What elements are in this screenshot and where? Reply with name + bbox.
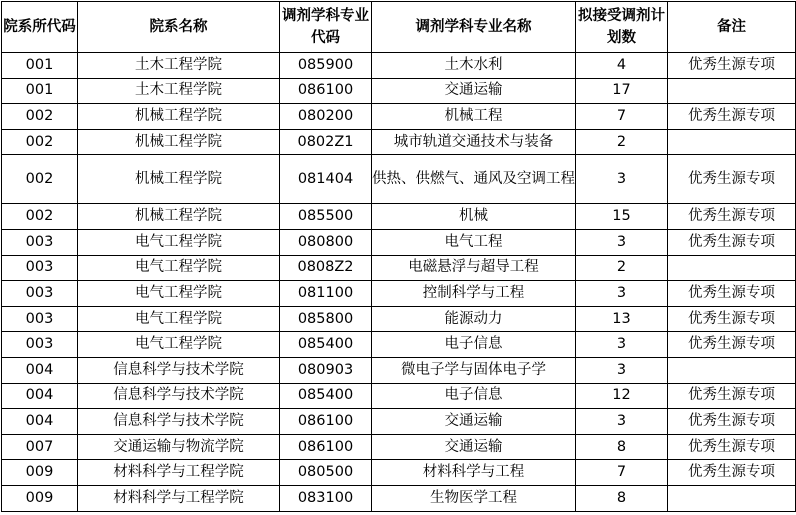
major-name-cell: 机械 bbox=[372, 204, 576, 230]
dept-code-cell: 002 bbox=[2, 204, 78, 230]
dept-code-cell: 001 bbox=[2, 78, 78, 104]
plan-count-cell: 8 bbox=[576, 434, 668, 460]
dept-code-cell: 007 bbox=[2, 434, 78, 460]
dept-name-cell: 电气工程学院 bbox=[78, 306, 280, 332]
table-row bbox=[2, 155, 796, 204]
major-name-cell: 电子信息 bbox=[372, 332, 576, 358]
remark-cell bbox=[668, 78, 796, 104]
major-name-cell: 电磁悬浮与超导工程 bbox=[372, 255, 576, 281]
major-name-cell: 电子信息 bbox=[372, 383, 576, 409]
table-row bbox=[2, 104, 796, 130]
remark-cell: 优秀生源专项 bbox=[668, 460, 796, 486]
major-code-cell: 086100 bbox=[280, 434, 372, 460]
table-row bbox=[2, 129, 796, 155]
dept-name-cell: 土木工程学院 bbox=[78, 78, 280, 104]
major-code-cell: 080200 bbox=[280, 104, 372, 130]
dept-code-cell: 003 bbox=[2, 281, 78, 307]
major-code-cell: 081100 bbox=[280, 281, 372, 307]
major-name-cell: 微电子学与固体电子学 bbox=[372, 357, 576, 383]
plan-count-cell: 3 bbox=[576, 357, 668, 383]
dept-code-cell: 003 bbox=[2, 229, 78, 255]
plan-count-cell: 2 bbox=[576, 255, 668, 281]
major-name-cell: 材料科学与工程 bbox=[372, 460, 576, 486]
major-code-cell: 085400 bbox=[280, 332, 372, 358]
major-name-cell: 交通运输 bbox=[372, 78, 576, 104]
remark-cell: 优秀生源专项 bbox=[668, 306, 796, 332]
table-row bbox=[2, 485, 796, 511]
major-name-cell: 土木水利 bbox=[372, 53, 576, 79]
dept-name-cell: 信息科学与技术学院 bbox=[78, 357, 280, 383]
dept-name-cell: 信息科学与技术学院 bbox=[78, 409, 280, 435]
remark-cell: 优秀生源专项 bbox=[668, 434, 796, 460]
major-code-cell: 080903 bbox=[280, 357, 372, 383]
table-row bbox=[2, 53, 796, 79]
major-code-cell: 085400 bbox=[280, 383, 372, 409]
plan-count-cell: 7 bbox=[576, 104, 668, 130]
dept-code-cell: 002 bbox=[2, 129, 78, 155]
major-code-cell: 085800 bbox=[280, 306, 372, 332]
major-code-cell: 081404 bbox=[280, 155, 372, 204]
major-name-cell: 供热、供燃气、通风及空调工程 bbox=[372, 155, 576, 204]
plan-count-cell: 15 bbox=[576, 204, 668, 230]
dept-name-cell: 电气工程学院 bbox=[78, 255, 280, 281]
dept-code-cell: 004 bbox=[2, 383, 78, 409]
plan-count-cell: 3 bbox=[576, 332, 668, 358]
major-name-cell: 交通运输 bbox=[372, 434, 576, 460]
major-code-cell: 080500 bbox=[280, 460, 372, 486]
table-row bbox=[2, 78, 796, 104]
dept-code-cell: 003 bbox=[2, 255, 78, 281]
plan-count-cell: 17 bbox=[576, 78, 668, 104]
major-name-cell: 机械工程 bbox=[372, 104, 576, 130]
plan-count-cell: 2 bbox=[576, 129, 668, 155]
major-code-cell: 080800 bbox=[280, 229, 372, 255]
dept-name-cell: 交通运输与物流学院 bbox=[78, 434, 280, 460]
dept-name-cell: 机械工程学院 bbox=[78, 104, 280, 130]
dept-code-cell: 003 bbox=[2, 306, 78, 332]
remark-cell bbox=[668, 485, 796, 511]
table-row bbox=[2, 460, 796, 486]
table-row bbox=[2, 357, 796, 383]
dept-code-cell: 009 bbox=[2, 485, 78, 511]
major-code-cell: 085900 bbox=[280, 53, 372, 79]
table-row bbox=[2, 409, 796, 435]
table-row bbox=[2, 255, 796, 281]
plan-count-cell: 12 bbox=[576, 383, 668, 409]
plan-count-cell: 7 bbox=[576, 460, 668, 486]
remark-cell bbox=[668, 129, 796, 155]
dept-code-cell: 004 bbox=[2, 409, 78, 435]
major-code-cell: 085500 bbox=[280, 204, 372, 230]
dept-name-cell: 电气工程学院 bbox=[78, 332, 280, 358]
dept-name-cell: 机械工程学院 bbox=[78, 155, 280, 204]
table-body bbox=[2, 53, 796, 512]
dept-name-cell: 材料科学与工程学院 bbox=[78, 485, 280, 511]
dept-code-cell: 009 bbox=[2, 460, 78, 486]
table-row bbox=[2, 383, 796, 409]
dept-code-cell: 002 bbox=[2, 104, 78, 130]
remark-cell: 优秀生源专项 bbox=[668, 104, 796, 130]
header-remark: 备注 bbox=[668, 2, 796, 53]
plan-count-cell: 3 bbox=[576, 409, 668, 435]
dept-code-cell: 002 bbox=[2, 155, 78, 204]
table-header-row bbox=[2, 2, 796, 53]
table-row bbox=[2, 434, 796, 460]
table-row bbox=[2, 306, 796, 332]
dept-name-cell: 机械工程学院 bbox=[78, 129, 280, 155]
dept-name-cell: 材料科学与工程学院 bbox=[78, 460, 280, 486]
major-name-cell: 城市轨道交通技术与装备 bbox=[372, 129, 576, 155]
remark-cell bbox=[668, 357, 796, 383]
dept-name-cell: 土木工程学院 bbox=[78, 53, 280, 79]
dept-name-cell: 信息科学与技术学院 bbox=[78, 383, 280, 409]
table-row bbox=[2, 204, 796, 230]
remark-cell: 优秀生源专项 bbox=[668, 332, 796, 358]
remark-cell: 优秀生源专项 bbox=[668, 409, 796, 435]
major-name-cell: 能源动力 bbox=[372, 306, 576, 332]
header-dept-code: 院系所代码 bbox=[2, 2, 78, 53]
major-code-cell: 0808Z2 bbox=[280, 255, 372, 281]
remark-cell: 优秀生源专项 bbox=[668, 229, 796, 255]
table-row bbox=[2, 281, 796, 307]
table-row bbox=[2, 229, 796, 255]
dept-code-cell: 001 bbox=[2, 53, 78, 79]
adjustment-plan-table bbox=[1, 1, 796, 512]
major-code-cell: 086100 bbox=[280, 409, 372, 435]
major-name-cell: 电气工程 bbox=[372, 229, 576, 255]
remark-cell bbox=[668, 255, 796, 281]
plan-count-cell: 8 bbox=[576, 485, 668, 511]
header-major-name: 调剂学科专业名称 bbox=[372, 2, 576, 53]
dept-code-cell: 003 bbox=[2, 332, 78, 358]
header-dept-name: 院系名称 bbox=[78, 2, 280, 53]
major-name-cell: 生物医学工程 bbox=[372, 485, 576, 511]
table-row bbox=[2, 332, 796, 358]
major-code-cell: 086100 bbox=[280, 78, 372, 104]
dept-name-cell: 电气工程学院 bbox=[78, 229, 280, 255]
header-major-code: 调剂学科专业代码 bbox=[280, 2, 372, 53]
remark-cell: 优秀生源专项 bbox=[668, 383, 796, 409]
plan-count-cell: 3 bbox=[576, 155, 668, 204]
remark-cell: 优秀生源专项 bbox=[668, 281, 796, 307]
plan-count-cell: 3 bbox=[576, 229, 668, 255]
remark-cell: 优秀生源专项 bbox=[668, 53, 796, 79]
dept-name-cell: 电气工程学院 bbox=[78, 281, 280, 307]
remark-cell: 优秀生源专项 bbox=[668, 204, 796, 230]
major-code-cell: 083100 bbox=[280, 485, 372, 511]
plan-count-cell: 3 bbox=[576, 281, 668, 307]
remark-cell: 优秀生源专项 bbox=[668, 155, 796, 204]
header-plan-count: 拟接受调剂计划数 bbox=[576, 2, 668, 53]
major-code-cell: 0802Z1 bbox=[280, 129, 372, 155]
major-name-cell: 交通运输 bbox=[372, 409, 576, 435]
plan-count-cell: 13 bbox=[576, 306, 668, 332]
plan-count-cell: 4 bbox=[576, 53, 668, 79]
major-name-cell: 控制科学与工程 bbox=[372, 281, 576, 307]
dept-name-cell: 机械工程学院 bbox=[78, 204, 280, 230]
dept-code-cell: 004 bbox=[2, 357, 78, 383]
